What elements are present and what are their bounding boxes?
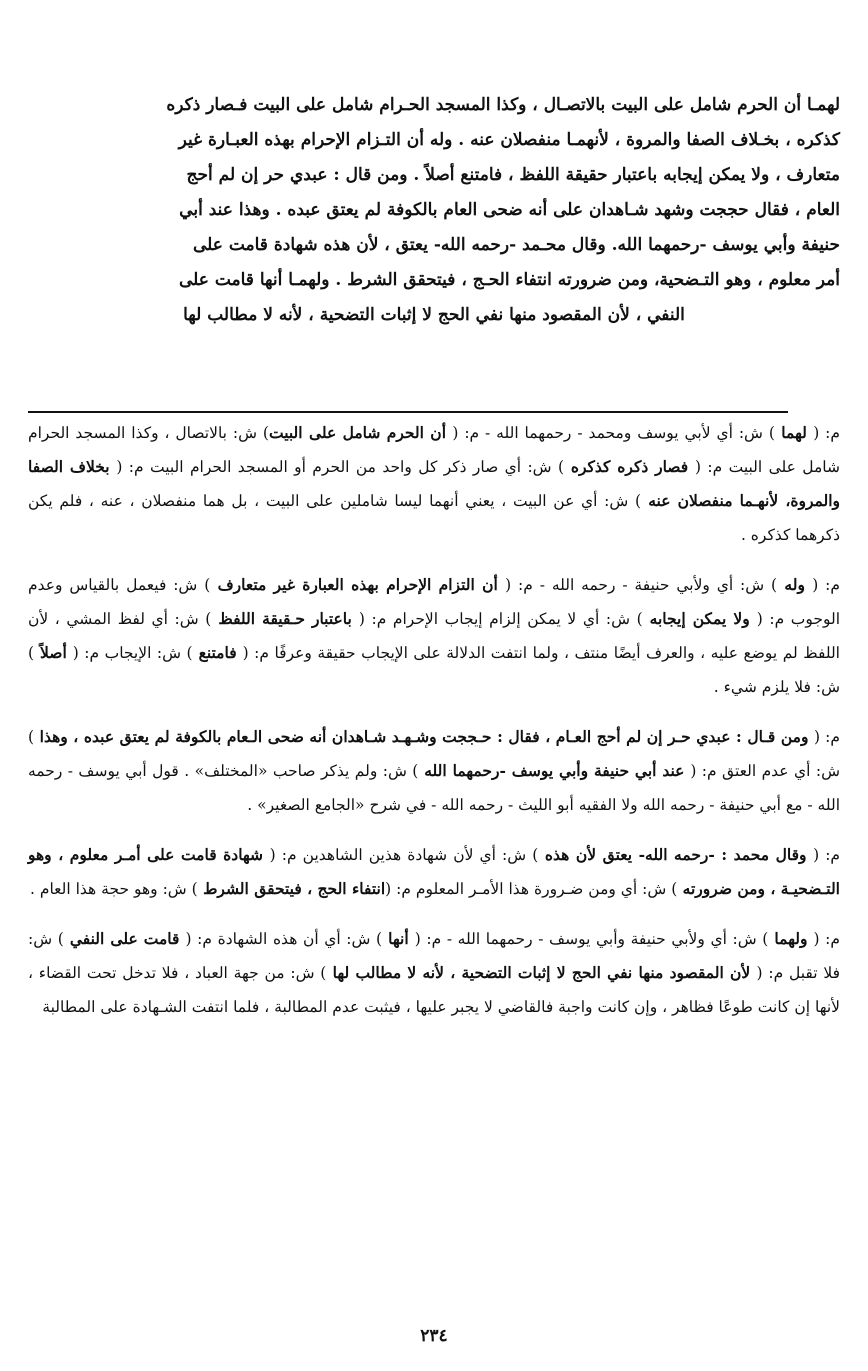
quoted-text: لهما — [774, 423, 814, 442]
commentary — [28, 416, 840, 1040]
quoted-text: باعتبار حـقيقة اللفظ — [211, 609, 359, 628]
commentary-text: ) ش: فلا تقبل م: ( — [28, 930, 840, 982]
quoted-text: أن الحرم شامل على البيت — [268, 423, 453, 442]
commentary-text: ) ش: فيعمل بالقياس وعدم الوجوب م: ( — [28, 576, 841, 628]
commentary-text: ) ش: الإيجاب م: ( — [72, 644, 193, 662]
quoted-text: فامتنع — [192, 643, 243, 662]
page-number: ٢٣٤ — [420, 1326, 448, 1346]
commentary-text: م: ( — [813, 846, 841, 864]
commentary-text: ) ش: أي لا يمكن إلزام إيجاب الإحرام م: ( — [358, 610, 643, 628]
commentary-paragraph-2 — [28, 568, 840, 704]
commentary-text: ) ش: من جهة العباد ، فلا تدخل تحت القضاء ، لأنها إن كانت طوعًا فظاهر ، وإن كانت واجبة فالقاضي لا يجبر عليها ، فيثبت عدم المطالبة ، فلما انتفت الشـهادة على المطالبة — [28, 964, 840, 1016]
main-text-line: كذكره ، بخـلاف الصفا والمروة ، لأنهمـا منفصلان عنه . وله أن التـزام الإحرام بهذه العبـارة غير — [178, 130, 840, 150]
quoted-text: وقال محمد : -رحمه الله- يعتق لأن هذه — [538, 845, 814, 864]
quoted-text: عند أبي حنيفة وأبي يوسف -رحمهما الله — [418, 761, 691, 780]
quoted-text: بخلاف الصفا والمروة، لأنهـما منفصلان عنه — [28, 457, 840, 510]
commentary-text: ) ش: أي صار ذكر كل واحد من الحرم أو المسجد الحرام البيت م: ( — [116, 458, 565, 476]
main-text-line: متعارف ، ولا يمكن إيجابه باعتبار حقيقة اللفظ ، فامتنع أصلاً . ومن قال : عبدي حر إن لم أحج — [186, 165, 840, 185]
main-text-line: العام ، فقال حججت وشهد شـاهدان على أنه ضحى العام بالكوفة لم يعتق عبده . وهذا عند أبي — [179, 200, 840, 220]
commentary-text: م: ( — [813, 424, 840, 442]
main-text-line: أمر معلوم ، وهو التـضحية، ومن ضرورته انتفاء الحـج ، فيتحقق الشرط . ولهمـا أنها قامت على — [178, 270, 840, 290]
quoted-text: أن التزام الإحرام بهذه العبارة غير متعارف — [210, 575, 506, 594]
commentary-paragraph-3 — [28, 720, 840, 822]
quoted-text: وله — [777, 575, 813, 594]
quoted-text: ولا يمكن إيجابه — [642, 609, 757, 628]
commentary-text: ) ش: وهو حجة هذا العام . — [30, 880, 198, 898]
commentary-text: ) ش: أي لأن شهادة هذين الشاهدين م: ( — [269, 846, 539, 864]
quoted-text: شهادة قامت على أمـر معلوم ، وهو التـضحيـة ، ومن ضرورته — [28, 845, 840, 898]
commentary-text: م: ( — [812, 576, 840, 594]
quoted-text: فصار ذكره كذكره — [564, 457, 695, 476]
quoted-text: ولهما — [768, 929, 814, 948]
main-text-line: لهمـا أن الحرم شامل على البيت بالاتصـال ، وكذا المسجد الحـرام شامل على البيت فـصار ذكره — [166, 95, 840, 115]
commentary-text: ) ش: فلا يلزم شيء . — [28, 644, 840, 696]
commentary-text: ) ش: أي لأبي يوسف ومحمد - رحمهما الله - م: ( — [452, 424, 775, 442]
separator-line — [28, 411, 788, 413]
commentary-text: ) ش: أي أن هذه الشهادة م: ( — [185, 930, 383, 948]
commentary-text: ) ش: بالاتصال ، وكذا المسجد الحرام شامل على البيت م: ( — [28, 424, 840, 476]
commentary-paragraph-4 — [28, 838, 840, 906]
quoted-text: أصلاً — [34, 643, 73, 662]
commentary-text: ) ش: أي ومن ضـرورة هذا الأمـر المعلوم م: ( — [385, 880, 678, 898]
commentary-paragraph-5 — [28, 922, 840, 1024]
commentary-text: ) ش: أي عن البيت ، يعني أنهما ليسا شاملين على البيت ، بل هما منفصلان ، عنه ، فلم يكن ذكرهما كذكره . — [28, 492, 840, 544]
commentary-text: ) ش: أي لفظ المشي ، لأن اللفظ لم يوضع عليه ، والعرف أيضًا منتف ، ولما انتفت الدلالة على الإيجاب حقيقة وعرفًا م: ( — [28, 610, 840, 662]
main-text — [28, 88, 840, 333]
commentary-text: ) ش: ولم يذكر صاحب «المختلف» . قول أبي يوسف - رحمه الله - مع أبي حنيفة - رحمه الله ولا الفقيه أبو الليث - رحمه الله - في شرح «الجامع الصغير» . — [28, 762, 840, 814]
quoted-text: أنها — [382, 929, 415, 948]
main-text-last-line: النفي ، لأن المقصود منها نفي الحج لا إثبات التضحية ، لأنه لا مطالب لها — [183, 305, 685, 325]
commentary-text: ) ش: أي عدم العتق م: ( — [28, 728, 840, 780]
quoted-text: لأن المقصود منها نفي الحج لا إثبات التضحية ، لأنه لا مطالب لها — [326, 963, 757, 982]
main-text-line: حنيفة وأبي يوسف -رحمهما الله. وقال محـمد -رحمه الله- يعتق ، لأن هذه شهادة قامت على — [192, 235, 840, 255]
quoted-text: ومن قـال : عبدي حـر إن لم أحج العـام ، فقال : حـججت وشـهـد شـاهدان أنه ضحى الـعام بالكوفة لم يعتق عبده ، وهذا — [34, 727, 815, 746]
quoted-text: انتفاء الحج ، فيتحقق الشرط — [197, 879, 386, 898]
commentary-paragraph-1 — [28, 416, 840, 552]
quoted-text: قامت على النفي — [63, 929, 186, 948]
commentary-text: ) ش: أي ولأبي حنيفة - رحمه الله - م: ( — [505, 576, 778, 594]
commentary-text: م: ( — [813, 930, 840, 948]
commentary-text: م: ( — [814, 728, 841, 746]
commentary-text: ) ش: أي ولأبي حنيفة وأبي يوسف - رحمهما الله - م: ( — [414, 930, 769, 948]
